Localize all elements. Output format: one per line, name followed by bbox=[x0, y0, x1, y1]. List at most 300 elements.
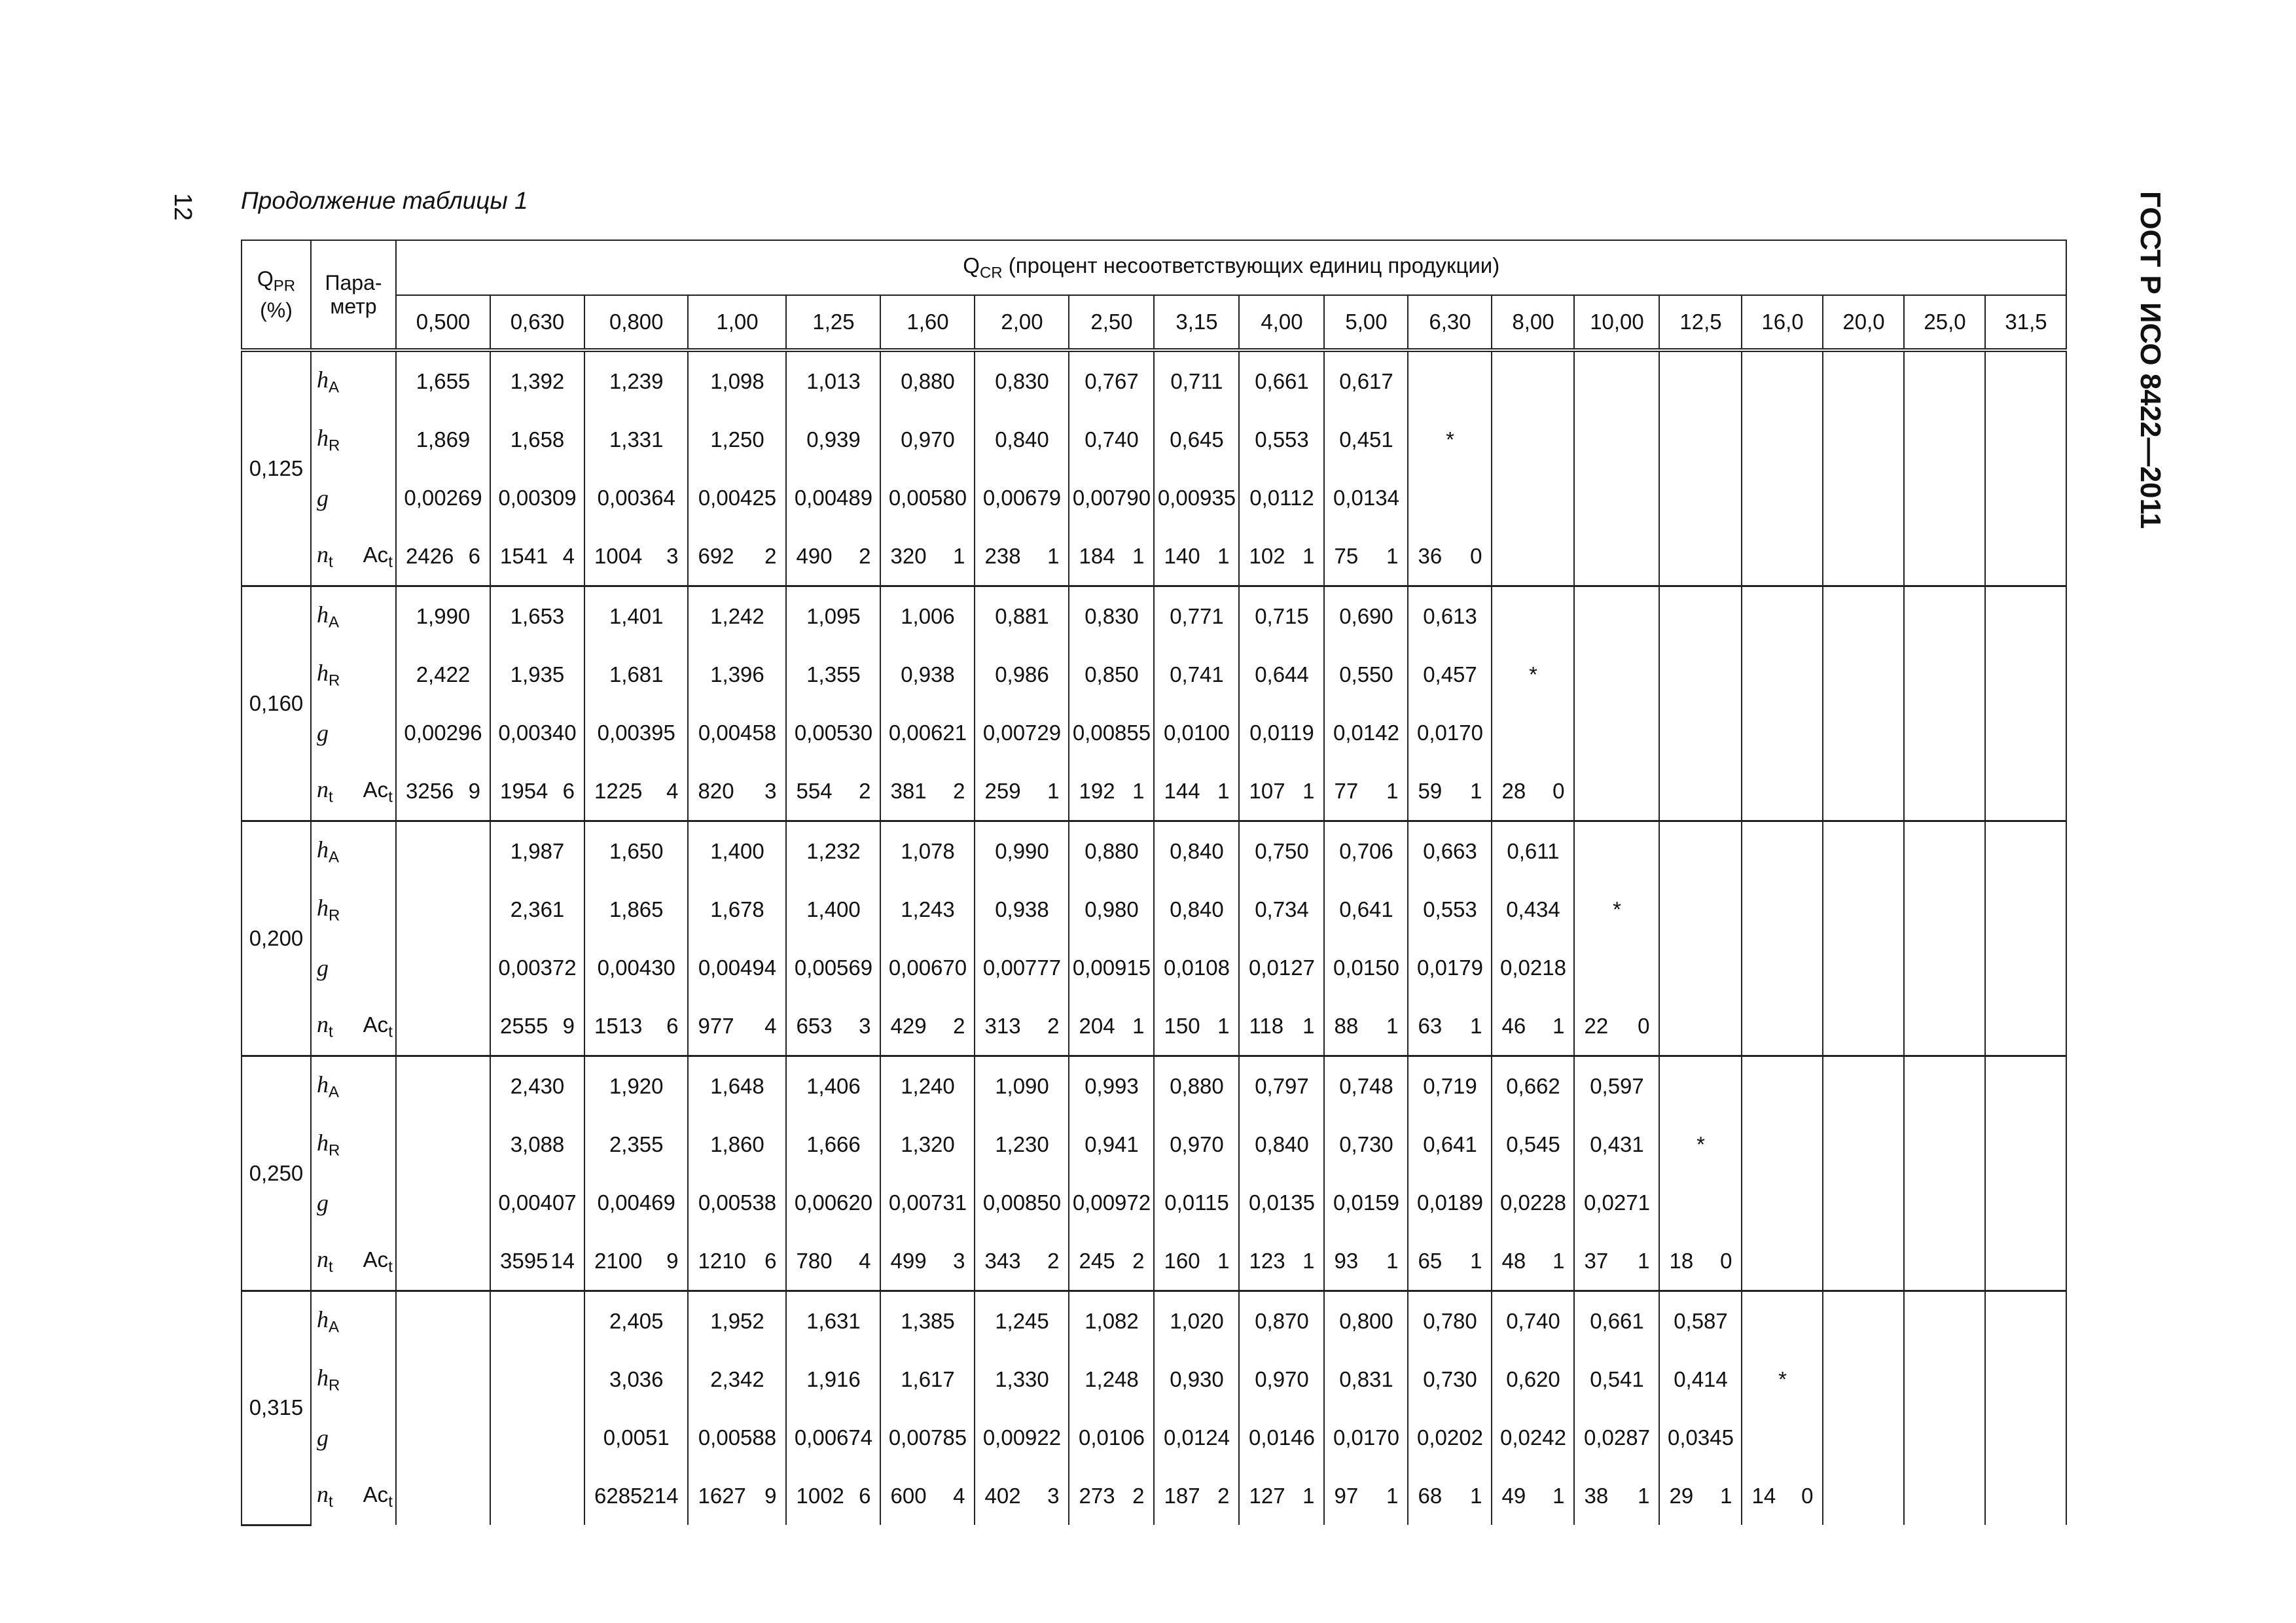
table-row bbox=[242, 410, 2066, 469]
acceptance-number: 1 bbox=[1132, 778, 1145, 803]
value-cell: 1,681 bbox=[584, 645, 688, 704]
value-cell: 0,0159 bbox=[1324, 1173, 1408, 1232]
param-main: g bbox=[317, 1189, 329, 1216]
sample-size-cell bbox=[1659, 527, 1742, 586]
sample-size-cell bbox=[1574, 527, 1659, 586]
param-g bbox=[311, 469, 396, 527]
value-cell: 1,331 bbox=[584, 410, 688, 469]
sample-size: 160 bbox=[1164, 1248, 1200, 1273]
value-cell: 1,952 bbox=[688, 1291, 786, 1351]
param-sub: R bbox=[329, 671, 340, 690]
value-cell: 0,870 bbox=[1239, 1291, 1324, 1351]
header-qpr-main: Q bbox=[257, 267, 274, 291]
value-cell bbox=[396, 1056, 490, 1116]
value-cell: 1,666 bbox=[786, 1115, 880, 1173]
value-cell bbox=[1985, 1291, 2066, 1351]
value-cell bbox=[1574, 704, 1659, 762]
header-qcr-column: 10,00 bbox=[1574, 295, 1659, 350]
sample-size: 63 bbox=[1418, 1013, 1443, 1038]
sample-size-cell bbox=[880, 762, 975, 821]
value-cell bbox=[1985, 350, 2066, 410]
value-cell: 1,090 bbox=[975, 1056, 1069, 1116]
sample-size: 2100 bbox=[594, 1248, 643, 1273]
value-cell: 0,00674 bbox=[786, 1408, 880, 1467]
param-main: h bbox=[317, 1071, 329, 1097]
value-cell bbox=[1904, 1350, 1985, 1408]
acceptance-number: 2 bbox=[859, 778, 871, 803]
value-cell bbox=[1823, 938, 1904, 997]
sample-size-cell bbox=[688, 997, 786, 1056]
value-cell bbox=[1742, 586, 1823, 646]
value-cell: 1,392 bbox=[490, 350, 584, 410]
value-cell: 1,239 bbox=[584, 350, 688, 410]
table-row bbox=[242, 1115, 2066, 1173]
param-main: n bbox=[317, 1010, 329, 1037]
sample-size-cell bbox=[396, 762, 490, 821]
value-cell: 0,740 bbox=[1069, 410, 1154, 469]
value-cell: 0,0100 bbox=[1154, 704, 1239, 762]
value-cell: 0,00621 bbox=[880, 704, 975, 762]
sample-size: 22 bbox=[1584, 1013, 1609, 1038]
sample-size-cell bbox=[1985, 1467, 2066, 1525]
sample-size: 1210 bbox=[698, 1248, 746, 1273]
value-cell bbox=[490, 1350, 584, 1408]
sample-size-cell bbox=[584, 1467, 688, 1525]
table-row bbox=[242, 1232, 2066, 1291]
value-cell: 0,740 bbox=[1492, 1291, 1574, 1351]
value-cell: 0,730 bbox=[1408, 1350, 1492, 1408]
sample-size: 653 bbox=[796, 1013, 833, 1038]
acceptance-number: 1 bbox=[1217, 1013, 1230, 1038]
sample-size: 187 bbox=[1164, 1483, 1200, 1508]
value-cell bbox=[1985, 469, 2066, 527]
acceptance-number: 1 bbox=[1132, 1013, 1145, 1038]
value-cell bbox=[1742, 469, 1823, 527]
value-cell: 0,938 bbox=[880, 645, 975, 704]
value-cell: 0,00620 bbox=[786, 1173, 880, 1232]
value-cell bbox=[1985, 410, 2066, 469]
sample-size-cell bbox=[396, 1467, 490, 1525]
acceptance-number: 1 bbox=[1302, 1483, 1315, 1508]
param-g bbox=[311, 704, 396, 762]
value-cell bbox=[1408, 350, 1492, 410]
value-cell bbox=[396, 821, 490, 881]
table-row bbox=[242, 938, 2066, 997]
table-row bbox=[242, 350, 2066, 410]
value-cell: 0,457 bbox=[1408, 645, 1492, 704]
value-cell: 0,750 bbox=[1239, 821, 1324, 881]
sample-size-cell bbox=[1154, 527, 1239, 586]
acceptance-number: 2 bbox=[859, 543, 871, 568]
value-cell: 0,719 bbox=[1408, 1056, 1492, 1116]
value-cell bbox=[396, 1350, 490, 1408]
value-cell: 0,0218 bbox=[1492, 938, 1574, 997]
sample-size: 184 bbox=[1079, 543, 1115, 568]
acceptance-number: 1 bbox=[1470, 1483, 1482, 1508]
value-cell bbox=[396, 1291, 490, 1351]
sample-size-cell bbox=[880, 1232, 975, 1291]
value-cell: 0,881 bbox=[975, 586, 1069, 646]
value-cell: 0,0108 bbox=[1154, 938, 1239, 997]
table-row bbox=[242, 469, 2066, 527]
value-cell: 0,0287 bbox=[1574, 1408, 1659, 1467]
value-cell: 0,661 bbox=[1574, 1291, 1659, 1351]
acceptance-number: 1 bbox=[1720, 1483, 1732, 1508]
sample-size-cell bbox=[786, 1232, 880, 1291]
sample-size-cell bbox=[880, 1467, 975, 1525]
sample-size-cell bbox=[1408, 1232, 1492, 1291]
value-cell: 0,0106 bbox=[1069, 1408, 1154, 1467]
param-sub: t bbox=[329, 788, 333, 806]
acceptance-number: 2 bbox=[1047, 1248, 1060, 1273]
sample-size-cell bbox=[1408, 762, 1492, 821]
table-row bbox=[242, 586, 2066, 646]
value-cell: 1,242 bbox=[688, 586, 786, 646]
acceptance-number: 0 bbox=[1720, 1248, 1732, 1273]
value-cell: 3,088 bbox=[490, 1115, 584, 1173]
value-cell: 0,0115 bbox=[1154, 1173, 1239, 1232]
header-qcr-column: 6,30 bbox=[1408, 295, 1492, 350]
value-cell: 0,0170 bbox=[1408, 704, 1492, 762]
sample-size-cell bbox=[490, 1467, 584, 1525]
sample-size-cell bbox=[1069, 1467, 1154, 1525]
sample-size-cell bbox=[1659, 997, 1742, 1056]
sample-size-cell bbox=[1574, 762, 1659, 821]
value-cell: 0,840 bbox=[975, 410, 1069, 469]
acceptance-number: 4 bbox=[666, 778, 679, 803]
sample-size: 381 bbox=[890, 778, 927, 803]
table-row bbox=[242, 704, 2066, 762]
acceptance-number: 1 bbox=[1132, 543, 1145, 568]
header-qcr-sub: CR bbox=[979, 264, 1003, 282]
value-cell: 0,0345 bbox=[1659, 1408, 1742, 1467]
sample-size-cell bbox=[584, 762, 688, 821]
param-sub: t bbox=[388, 553, 393, 571]
sample-size-cell bbox=[1069, 1232, 1154, 1291]
value-cell bbox=[1823, 1173, 1904, 1232]
qpr-value: 0,160 bbox=[242, 586, 311, 821]
acceptance-number: 2 bbox=[1217, 1483, 1230, 1508]
value-cell: 1,990 bbox=[396, 586, 490, 646]
value-cell: 0,662 bbox=[1492, 1056, 1574, 1116]
value-cell: 2,422 bbox=[396, 645, 490, 704]
sample-size: 123 bbox=[1249, 1248, 1285, 1273]
acceptance-number: 1 bbox=[1302, 543, 1315, 568]
sample-size: 75 bbox=[1334, 543, 1359, 568]
page-number: 12 bbox=[169, 193, 196, 221]
value-cell: 0,0134 bbox=[1324, 469, 1408, 527]
sample-size-cell bbox=[786, 762, 880, 821]
sample-size-cell bbox=[1985, 762, 2066, 821]
value-cell: 0,0146 bbox=[1239, 1408, 1324, 1467]
value-cell: 0,00425 bbox=[688, 469, 786, 527]
value-cell bbox=[1492, 410, 1574, 469]
sample-size-cell bbox=[1154, 997, 1239, 1056]
value-cell: 1,631 bbox=[786, 1291, 880, 1351]
value-cell: 0,661 bbox=[1239, 350, 1324, 410]
value-cell: 1,355 bbox=[786, 645, 880, 704]
value-cell bbox=[1904, 410, 1985, 469]
sample-size-cell bbox=[1239, 762, 1324, 821]
value-cell bbox=[1904, 938, 1985, 997]
sample-size-cell bbox=[1069, 527, 1154, 586]
value-cell: 1,401 bbox=[584, 586, 688, 646]
sample-size: 127 bbox=[1249, 1483, 1285, 1508]
value-cell bbox=[1823, 645, 1904, 704]
header-param-line1: Пара- bbox=[325, 271, 382, 294]
value-cell: 1,935 bbox=[490, 645, 584, 704]
value-cell: 2,405 bbox=[584, 1291, 688, 1351]
value-cell: 1,860 bbox=[688, 1115, 786, 1173]
param-main: h bbox=[317, 1364, 329, 1391]
value-cell: 0,00922 bbox=[975, 1408, 1069, 1467]
acceptance-number: 2 bbox=[1132, 1483, 1145, 1508]
value-cell: 0,938 bbox=[975, 880, 1069, 938]
acceptance-number: 1 bbox=[1047, 543, 1060, 568]
value-cell bbox=[1985, 1350, 2066, 1408]
sample-size-cell bbox=[1985, 1232, 2066, 1291]
acceptance-number: 9 bbox=[764, 1483, 777, 1508]
value-cell bbox=[1659, 880, 1742, 938]
value-cell bbox=[1985, 880, 2066, 938]
value-cell bbox=[1574, 410, 1659, 469]
value-cell: 1,082 bbox=[1069, 1291, 1154, 1351]
sample-size: 3595 bbox=[500, 1248, 548, 1273]
sample-size-cell bbox=[1492, 527, 1574, 586]
acceptance-number: 4 bbox=[859, 1248, 871, 1273]
value-cell: 0,00915 bbox=[1069, 938, 1154, 997]
value-cell: 0,545 bbox=[1492, 1115, 1574, 1173]
sample-size-cell bbox=[490, 997, 584, 1056]
header-qcr-column: 8,00 bbox=[1492, 295, 1574, 350]
table-row bbox=[242, 1408, 2066, 1467]
value-cell bbox=[1823, 469, 1904, 527]
value-cell: 0,0271 bbox=[1574, 1173, 1659, 1232]
value-cell: 0,939 bbox=[786, 410, 880, 469]
sample-size-cell bbox=[1324, 1232, 1408, 1291]
value-cell bbox=[1659, 938, 1742, 997]
value-cell: 0,00458 bbox=[688, 704, 786, 762]
sample-size: 37 bbox=[1584, 1248, 1609, 1273]
sample-size-cell bbox=[1239, 997, 1324, 1056]
value-cell bbox=[1823, 586, 1904, 646]
sample-size-cell bbox=[688, 527, 786, 586]
sample-size: 238 bbox=[984, 543, 1021, 568]
value-cell: 1,987 bbox=[490, 821, 584, 881]
value-cell bbox=[1904, 1408, 1985, 1467]
value-cell: 0,797 bbox=[1239, 1056, 1324, 1116]
sample-size: 29 bbox=[1669, 1483, 1694, 1508]
param-nt-act bbox=[311, 762, 396, 821]
sample-size-cell bbox=[880, 527, 975, 586]
acceptance-number: 0 bbox=[1638, 1013, 1650, 1038]
sample-size: 28 bbox=[1501, 778, 1526, 803]
value-cell bbox=[1904, 880, 1985, 938]
header-qcr-column: 12,5 bbox=[1659, 295, 1742, 350]
value-cell bbox=[1574, 938, 1659, 997]
header-param bbox=[311, 240, 396, 350]
param-hR bbox=[311, 645, 396, 704]
value-cell bbox=[1742, 704, 1823, 762]
value-cell: 1,330 bbox=[975, 1350, 1069, 1408]
acceptance-number: 1 bbox=[1386, 543, 1399, 568]
table-row bbox=[242, 1350, 2066, 1408]
value-cell: 0,970 bbox=[1239, 1350, 1324, 1408]
sample-size: 14 bbox=[1751, 1483, 1776, 1508]
value-cell: 0,840 bbox=[1239, 1115, 1324, 1173]
value-cell: 1,020 bbox=[1154, 1291, 1239, 1351]
value-cell: 0,00580 bbox=[880, 469, 975, 527]
value-cell: 0,711 bbox=[1154, 350, 1239, 410]
value-cell: 0,587 bbox=[1659, 1291, 1742, 1351]
sample-size-cell bbox=[1823, 527, 1904, 586]
value-cell: 1,678 bbox=[688, 880, 786, 938]
sample-size-cell bbox=[396, 527, 490, 586]
value-cell: 0,800 bbox=[1324, 1291, 1408, 1351]
param-main: h bbox=[317, 601, 329, 628]
value-cell: 0,0135 bbox=[1239, 1173, 1324, 1232]
value-cell: 0,414 bbox=[1659, 1350, 1742, 1408]
value-cell bbox=[1985, 821, 2066, 881]
param-sub: t bbox=[329, 1258, 333, 1276]
sample-size-cell bbox=[490, 1232, 584, 1291]
value-cell: 0,0127 bbox=[1239, 938, 1324, 997]
value-cell: 0,00489 bbox=[786, 469, 880, 527]
value-cell bbox=[1823, 880, 1904, 938]
acceptance-number: 1 bbox=[1470, 1013, 1482, 1038]
sample-size-cell bbox=[1823, 1232, 1904, 1291]
acceptance-number: 3 bbox=[764, 778, 777, 803]
value-cell: 1,250 bbox=[688, 410, 786, 469]
value-cell: 0,00855 bbox=[1069, 704, 1154, 762]
sample-size-cell bbox=[1239, 1467, 1324, 1525]
table-row bbox=[242, 527, 2066, 586]
value-cell: 1,916 bbox=[786, 1350, 880, 1408]
sample-size: 554 bbox=[796, 778, 833, 803]
value-cell: 0,941 bbox=[1069, 1115, 1154, 1173]
acceptance-number: 2 bbox=[953, 778, 965, 803]
value-cell: 0,0124 bbox=[1154, 1408, 1239, 1467]
value-cell bbox=[1742, 1173, 1823, 1232]
header-qcr-column: 1,60 bbox=[880, 295, 975, 350]
sample-size: 144 bbox=[1164, 778, 1200, 803]
value-cell: 1,400 bbox=[688, 821, 786, 881]
sample-size: 48 bbox=[1501, 1248, 1526, 1273]
value-cell bbox=[1574, 586, 1659, 646]
value-cell: 0,645 bbox=[1154, 410, 1239, 469]
sample-size: 259 bbox=[984, 778, 1021, 803]
value-cell bbox=[1742, 1291, 1823, 1351]
value-cell bbox=[1904, 586, 1985, 646]
param-main: g bbox=[317, 1424, 329, 1451]
value-cell: 1,013 bbox=[786, 350, 880, 410]
sample-size: 38 bbox=[1584, 1483, 1609, 1508]
value-cell: 1,078 bbox=[880, 821, 975, 881]
sample-size-cell bbox=[490, 527, 584, 586]
table-row bbox=[242, 880, 2066, 938]
acceptance-number: 1 bbox=[1302, 1013, 1315, 1038]
value-cell bbox=[1904, 350, 1985, 410]
sample-size: 343 bbox=[984, 1248, 1021, 1273]
table-row bbox=[242, 1467, 2066, 1525]
value-cell: 0,641 bbox=[1408, 1115, 1492, 1173]
value-cell: 1,406 bbox=[786, 1056, 880, 1116]
value-cell: 0,00569 bbox=[786, 938, 880, 997]
value-cell: 0,613 bbox=[1408, 586, 1492, 646]
value-cell: 0,641 bbox=[1324, 880, 1408, 938]
param-nt-act bbox=[311, 997, 396, 1056]
value-cell: 0,880 bbox=[1069, 821, 1154, 881]
value-cell: 0,840 bbox=[1154, 821, 1239, 881]
acceptance-number: 2 bbox=[1047, 1013, 1060, 1038]
sample-size-cell bbox=[975, 762, 1069, 821]
sample-size: 499 bbox=[890, 1248, 927, 1273]
value-cell: 0,00364 bbox=[584, 469, 688, 527]
value-cell: 0,00407 bbox=[490, 1173, 584, 1232]
table-row bbox=[242, 645, 2066, 704]
sample-size-cell bbox=[1904, 527, 1985, 586]
param-main: h bbox=[317, 659, 329, 686]
param-sub: t bbox=[329, 553, 333, 571]
sample-size-cell bbox=[880, 997, 975, 1056]
value-cell: 0,748 bbox=[1324, 1056, 1408, 1116]
acceptance-number: 3 bbox=[859, 1013, 871, 1038]
header-qcr-column: 5,00 bbox=[1324, 295, 1408, 350]
param-main: h bbox=[317, 894, 329, 921]
param-hA bbox=[311, 350, 396, 410]
value-cell bbox=[1904, 469, 1985, 527]
value-cell: 0,0051 bbox=[584, 1408, 688, 1467]
acceptance-number: 1 bbox=[1302, 1248, 1315, 1273]
param-sub: t bbox=[329, 1023, 333, 1041]
value-cell bbox=[1574, 645, 1659, 704]
header-qpr bbox=[242, 240, 311, 350]
value-cell bbox=[1659, 350, 1742, 410]
acceptance-number: 6 bbox=[666, 1013, 679, 1038]
param-nt-act bbox=[311, 527, 396, 586]
value-cell: 0,00731 bbox=[880, 1173, 975, 1232]
value-cell: 0,715 bbox=[1239, 586, 1324, 646]
value-cell bbox=[396, 938, 490, 997]
value-cell bbox=[1742, 1056, 1823, 1116]
sample-size-cell bbox=[584, 997, 688, 1056]
acceptance-number: 1 bbox=[1047, 778, 1060, 803]
param-sub: A bbox=[329, 1083, 340, 1101]
sample-size-cell bbox=[1324, 762, 1408, 821]
sample-size: 1541 bbox=[500, 543, 548, 568]
value-cell: 0,553 bbox=[1408, 880, 1492, 938]
value-cell: 0,00972 bbox=[1069, 1173, 1154, 1232]
sample-size-cell bbox=[1904, 762, 1985, 821]
param-sub: A bbox=[329, 378, 340, 397]
value-cell bbox=[1492, 586, 1574, 646]
sample-size: 2555 bbox=[500, 1013, 548, 1038]
value-cell: 0,434 bbox=[1492, 880, 1574, 938]
value-cell: 1,095 bbox=[786, 586, 880, 646]
value-cell: 0,00395 bbox=[584, 704, 688, 762]
qpr-value: 0,125 bbox=[242, 350, 311, 586]
value-cell: 0,550 bbox=[1324, 645, 1408, 704]
param-sub: t bbox=[388, 788, 393, 806]
value-cell: 0,730 bbox=[1324, 1115, 1408, 1173]
acceptance-number: 4 bbox=[953, 1483, 965, 1508]
sample-size-cell bbox=[688, 1232, 786, 1291]
value-cell: 1,658 bbox=[490, 410, 584, 469]
value-cell: 1,248 bbox=[1069, 1350, 1154, 1408]
sample-size-cell bbox=[1742, 1467, 1823, 1525]
value-cell bbox=[1904, 1056, 1985, 1116]
value-cell: 0,840 bbox=[1154, 880, 1239, 938]
